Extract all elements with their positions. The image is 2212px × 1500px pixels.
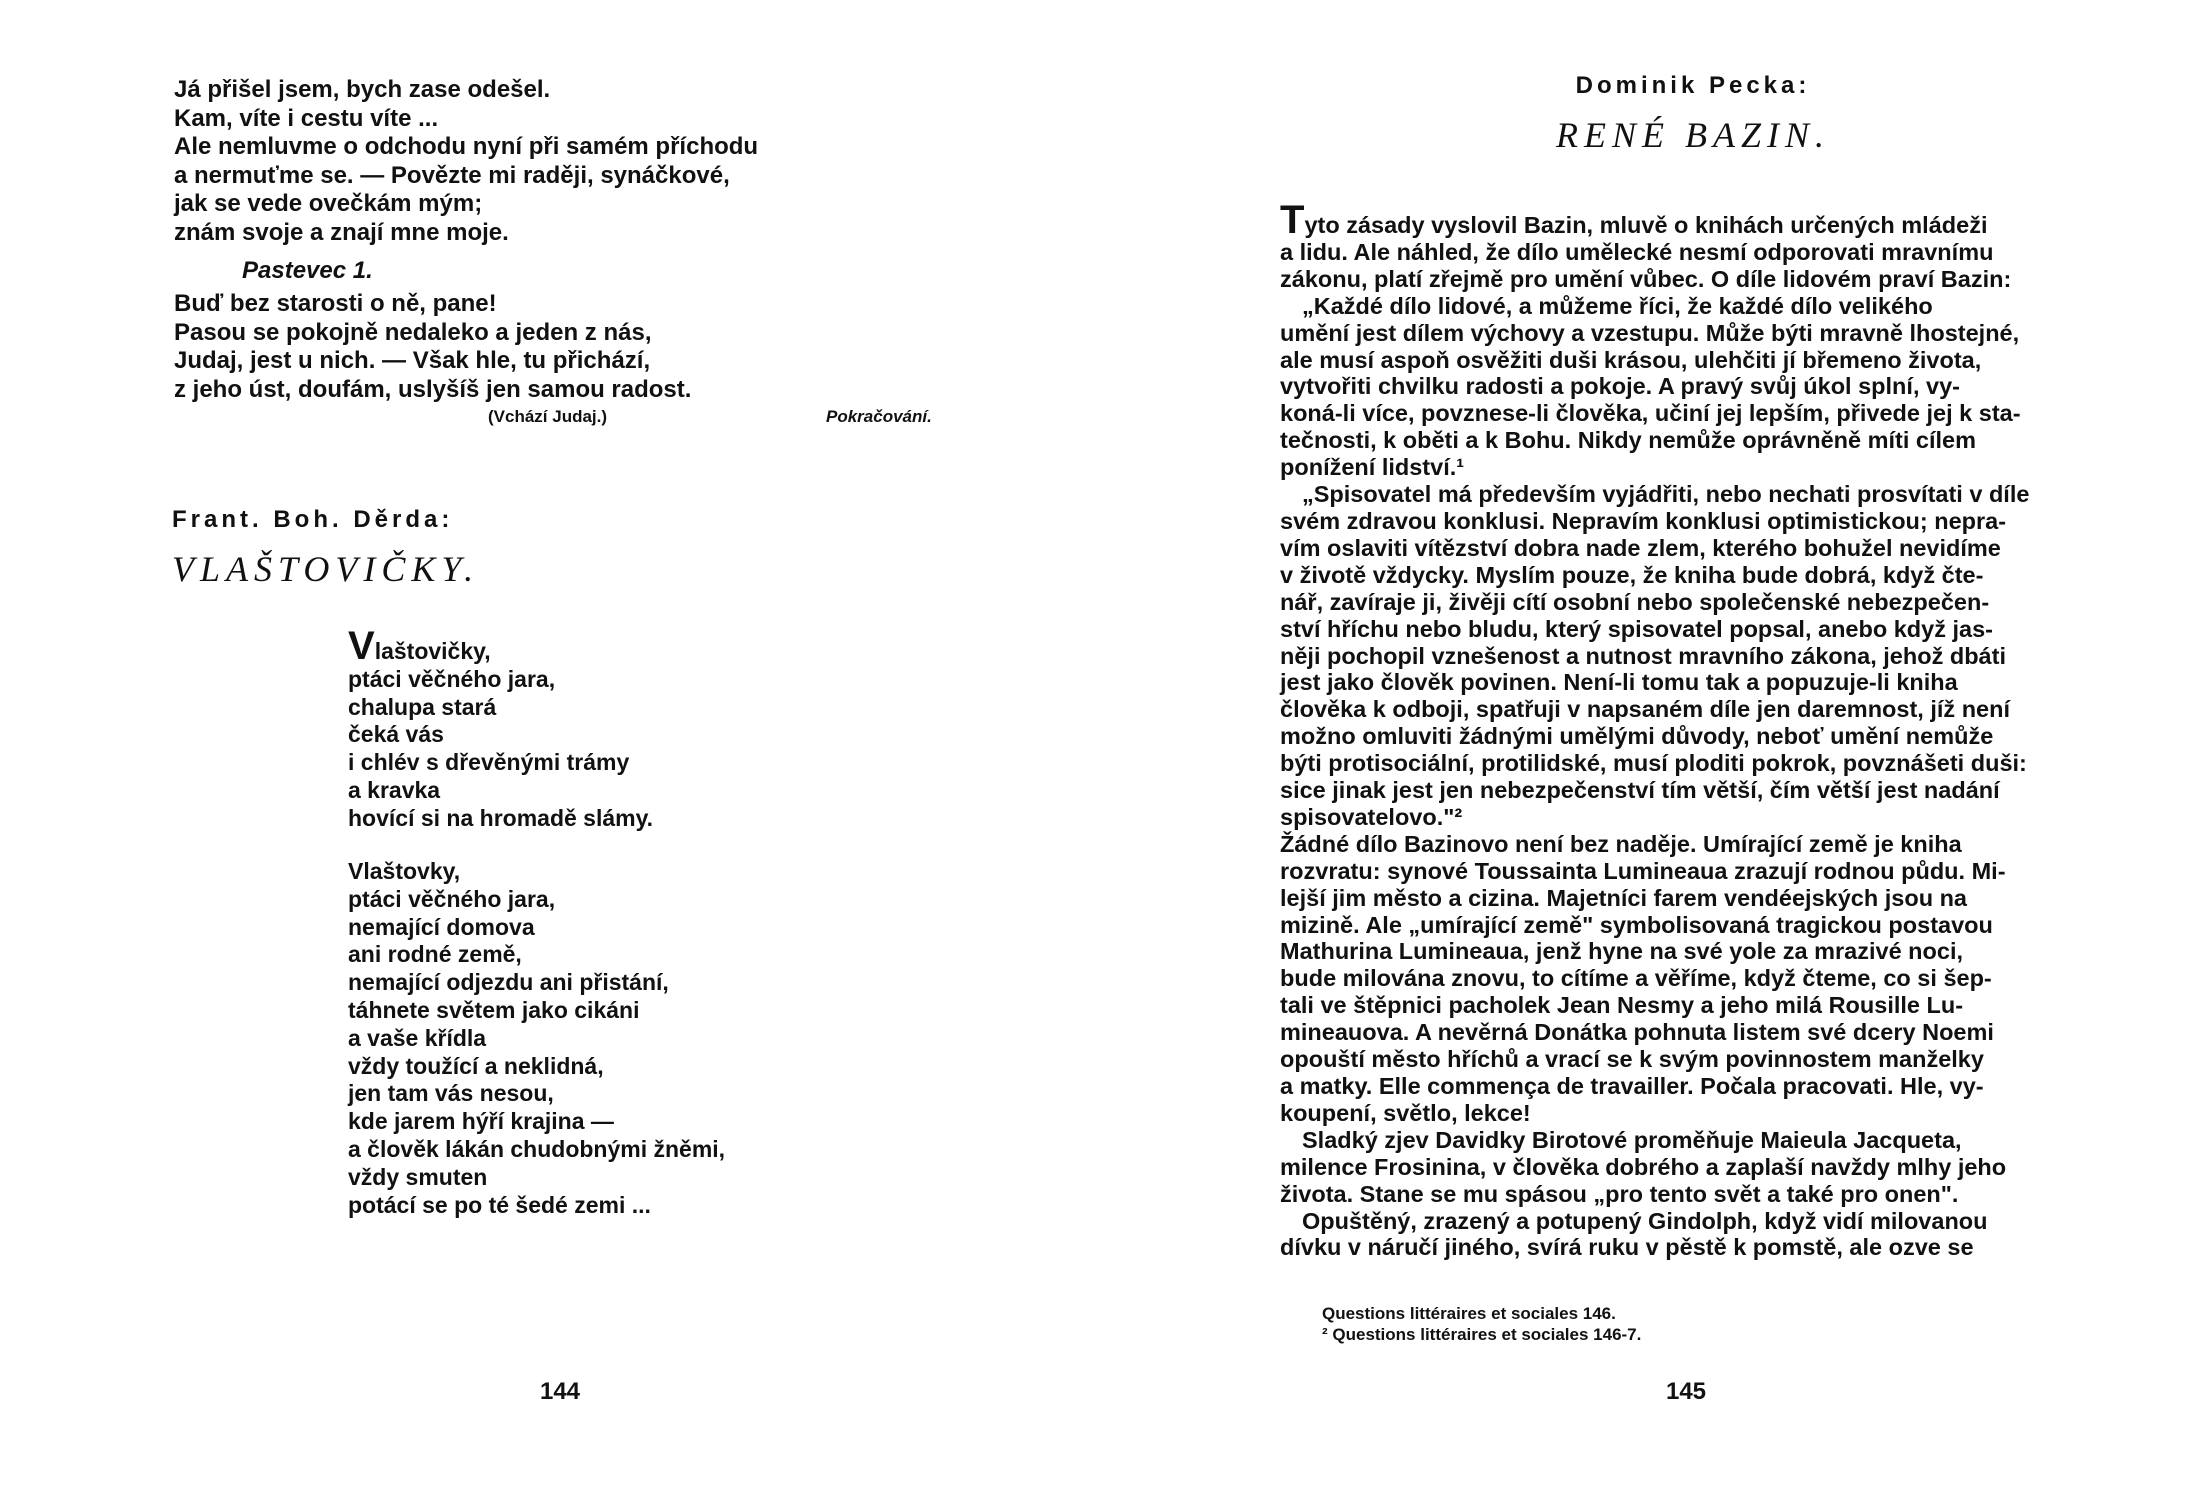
verse-line: táhnete světem jako cikáni xyxy=(348,996,640,1023)
verse-line: nemající domova xyxy=(348,913,535,940)
body-line: nář, zavíraje ji, živěji cítí osobní nebo společenské nebezpečen- xyxy=(1280,588,1990,615)
body-line: Sladký zjev Davidky Birotové proměňuje Maieula Jacqueta, xyxy=(1302,1126,1962,1153)
body-line: bude milována znovu, to cítíme a věříme, když čteme, co si šep- xyxy=(1280,965,1992,992)
verse-line: i chlév s dřevěnými trámy xyxy=(348,749,630,776)
body-line: spisovatelovo."² xyxy=(1280,803,1463,830)
verse-line: a člověk lákán chudobnými žněmi, xyxy=(348,1135,726,1162)
drop-cap: V xyxy=(348,624,375,668)
verse-line: kde jarem hýří krajina — xyxy=(348,1108,614,1135)
speaker-name: Pastevec 1. xyxy=(242,257,373,284)
body-line: býti protisociální, protilidské, musí ploditi pokrok, povznášeti duši: xyxy=(1280,750,2027,777)
article-title: RENÉ BAZIN. xyxy=(1556,115,1830,155)
footnote: Questions littéraires et sociales 146. xyxy=(1322,1304,1616,1323)
poem-stanza-1 xyxy=(348,624,654,833)
verse-line: jak se vede ovečkám mým; xyxy=(174,190,483,217)
body-line: a matky. Elle commença de travailler. Počala pracovati. Hle, vy- xyxy=(1280,1073,1984,1099)
body-line: zákonu, platí zřejmě pro umění vůbec. O díle lidovém praví Bazin: xyxy=(1280,265,2012,292)
body-line: mineauova. A nevěrná Donátka pohnuta listem své dcery Noemi xyxy=(1280,1019,1994,1046)
body-line: tečnosti, k oběti a k Bohu. Nikdy nemůže oprávněně míti cílem xyxy=(1280,427,1977,454)
poem-title: VLAŠTOVIČKY. xyxy=(172,549,480,589)
body-line: možno omluviti žádnými umělými důvody, neboť umění nemůže xyxy=(1280,723,1994,750)
verse-line: jen tam vás nesou, xyxy=(348,1080,554,1107)
right-page xyxy=(1106,0,2212,1500)
article-body xyxy=(1280,198,2030,1261)
verse-line: Kam, víte i cestu víte ... xyxy=(174,104,439,132)
footnotes xyxy=(1322,1303,1641,1345)
verse-line: znám svoje a znají mne moje. xyxy=(174,218,509,246)
article-author: Dominik Pecka: xyxy=(1575,72,1811,99)
body-line: ství hříchu nebo bludu, který spisovatel popsal, anebo když jas- xyxy=(1280,615,1993,642)
body-line: v životě vždycky. Myslím pouze, že kniha bude dobrá, když čte- xyxy=(1280,561,1984,588)
body-line: Opuštěný, zrazený a potupený Gindolph, když vidí milovanou xyxy=(1302,1207,1988,1234)
continued-note: Pokračování. xyxy=(826,407,932,426)
body-line: koupení, světlo, lekce! xyxy=(1280,1099,1531,1126)
page-number: 144 xyxy=(539,1378,581,1405)
body-line: vytvořiti chvilku radosti a pokoje. A pravý svůj úkol splní, vy- xyxy=(1280,373,1960,400)
verse-line: chalupa stará xyxy=(348,693,497,720)
drop-cap: T xyxy=(1280,198,1305,242)
verse-line: hovící si na hromadě slámy. xyxy=(348,804,654,831)
body-line xyxy=(1280,198,2029,242)
verse-line: ptáci věčného jara, xyxy=(348,885,556,912)
verse-line: a vaše křídla xyxy=(348,1024,487,1051)
body-line: tali ve štěpnici pacholek Jean Nesmy a jeho milá Rousille Lu- xyxy=(1280,992,1964,1019)
verse-line: Pasou se pokojně nedaleko a jeden z nás, xyxy=(174,318,652,346)
verse-line: Buď bez starosti o ně, pane! xyxy=(174,290,497,317)
verse-line: vždy smuten xyxy=(348,1163,488,1190)
verse-line: z jeho úst, doufám, uslyšíš jen samou radost. xyxy=(174,375,692,403)
body-line: milence Frosinina, v člověka dobrého a zaplaší navždy mlhy jeho xyxy=(1280,1153,2007,1180)
body-line: opouští město hříchů a vrací se k svým povinnostem manželky xyxy=(1280,1046,1984,1073)
body-line: Mathurina Lumineaua, jenž hyne na své yole za mrazivé noci, xyxy=(1280,938,1964,965)
body-line: dívku v náručí jiného, svírá ruku v pěstě k pomstě, ale ozve se xyxy=(1280,1234,1974,1261)
body-line: Žádné dílo Bazinovo není bez naděje. Umírající země je kniha xyxy=(1280,830,1962,857)
body-line: mizině. Ale „umírající země" symbolisovaná tragickou postavou xyxy=(1280,911,1993,938)
body-line: něji pochopil vznešenost a nutnost mravního zákona, jehož dbáti xyxy=(1280,642,2006,669)
poem-author: Frant. Boh. Děrda: xyxy=(172,506,454,533)
first-line-rest: yto zásady vyslovil Bazin, mluvě o knihách určených mládeži xyxy=(1304,212,1988,238)
body-line: člověka k odboji, spatřuji v napsaném díle jen daremnost, jíž není xyxy=(1280,696,2011,723)
body-line: svém zdravou konklusi. Nepravím konklusi optimistickou; nepra- xyxy=(1280,507,2007,534)
poem-stanza-2 xyxy=(348,858,725,1219)
verse-line: ptáci věčného jara, xyxy=(348,665,556,692)
footnote: ² Questions littéraires et sociales 146-7. xyxy=(1322,1325,1642,1344)
stage-direction: (Vchází Judaj.) xyxy=(488,407,608,426)
verse-line: a kravka xyxy=(348,776,441,803)
verse-line: ani rodné země, xyxy=(348,941,522,968)
verse-line: čeká vás xyxy=(348,721,444,748)
page-number: 145 xyxy=(1665,1378,1707,1405)
body-line: „Každé dílo lidové, a můžeme říci, že každé dílo velikého xyxy=(1302,292,1933,319)
verse-line: Ale nemluvme o odchodu nyní při samém příchodu xyxy=(174,133,759,160)
body-line: sice jinak jest jen nebezpečenství tím větší, čím větší jest nadání xyxy=(1280,777,2000,804)
verse-line: vždy toužící a neklidná, xyxy=(348,1052,604,1079)
first-line-rest: laštovičky, xyxy=(374,638,491,664)
body-line: vím oslaviti vítězství dobra nade zlem, kterého bohužel nevidíme xyxy=(1280,534,2001,561)
verse-line: Já přišel jsem, bych zase odešel. xyxy=(174,76,551,103)
verse-line: a nermuťme se. — Povězte mi raději, synáčkové, xyxy=(174,161,730,189)
body-line: koná-li více, povznese-li člověka, učiní jej lepším, přivede jej k sta- xyxy=(1280,400,2021,427)
body-line: života. Stane se mu spásou „pro tento svět a také pro onen". xyxy=(1280,1180,1959,1207)
body-line: jest jako člověk povinen. Není-li tomu tak a popuzuje-li kniha xyxy=(1280,669,1958,696)
verse-line: potácí se po té šedé zemi ... xyxy=(348,1191,651,1218)
verse-line xyxy=(348,624,653,668)
body-line: ale musí aspoň osvěžiti duši krásou, ulehčiti jí břemeno života, xyxy=(1280,346,1982,373)
verse-line: Vlaštovky, xyxy=(348,858,461,884)
verse-line: Judaj, jest u nich. — Však hle, tu přichází, xyxy=(174,347,651,374)
body-line: „Spisovatel má především vyjádřiti, nebo nechati prosvítati v díle xyxy=(1302,481,2030,508)
body-line: a lidu. Ale náhled, že dílo umělecké nesmí odporovati mravnímu xyxy=(1280,238,1994,265)
verse-line: nemající odjezdu ani přistání, xyxy=(348,969,669,996)
speaker-verse xyxy=(174,290,691,404)
body-line: rozvratu: synové Toussainta Lumineaua zrazují rodnou půdu. Mi- xyxy=(1280,857,2006,884)
body-line: umění jest dílem výchovy a vzestupu. Může býti mravně lhostejné, xyxy=(1280,319,2020,346)
body-line: lejší jim město a cizina. Majetníci farem vendéejských jsou na xyxy=(1280,884,1967,911)
opening-verse xyxy=(174,76,758,247)
body-line: ponížení lidství.¹ xyxy=(1280,454,1465,481)
